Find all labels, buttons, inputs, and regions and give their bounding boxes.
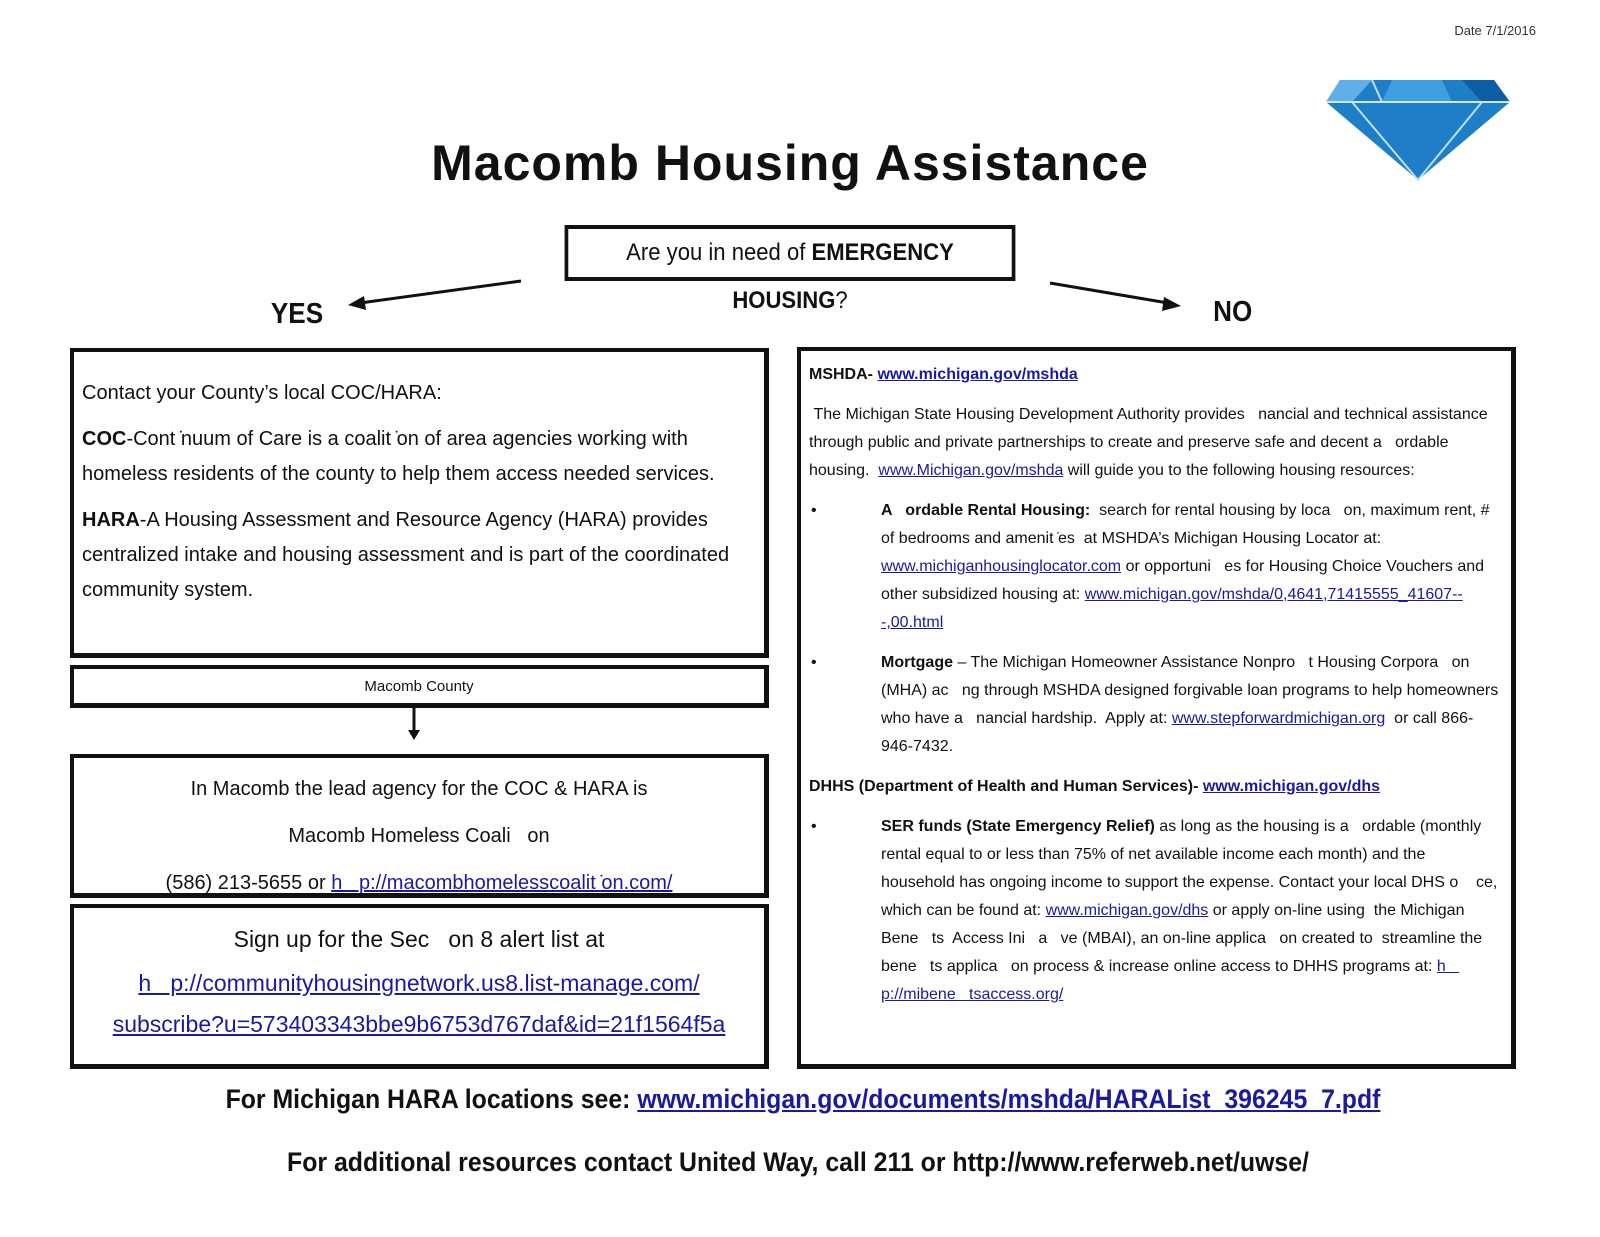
lead-agency-link[interactable]: h p://macombhomelesscoalit ̇on.com/ xyxy=(331,872,673,894)
ser-text: as long as the housing is a ordable (monthly rental equal to or less than 75% of net available income each month) and the household has ongoing income to support the expense. Contact your local DHS o ce, which can be found at: xyxy=(881,818,1502,919)
mshda-text-end: will guide you to the following housing resources: xyxy=(1063,462,1415,479)
question-mark: ? xyxy=(835,287,848,314)
rental-text-2: or opportuni es for Housing Choice Vouchers and other subsidized housing at: xyxy=(881,558,1489,603)
dhhs-link[interactable]: www.michigan.gov/dhs xyxy=(1202,778,1381,795)
hara-locations-footer xyxy=(64,1084,1542,1115)
page-title: Macomb Housing Assistance xyxy=(431,135,1149,191)
bullet: • xyxy=(811,502,817,519)
hara-term: HARA xyxy=(82,509,140,531)
non-emergency-resources-box xyxy=(797,347,1516,1069)
mshda-description xyxy=(809,401,1503,485)
question-emphasis: EMERGENCY HOUSING xyxy=(732,239,954,314)
rental-term: A ordable Rental Housing: xyxy=(881,502,1091,519)
bullet: • xyxy=(811,654,817,671)
no-label: NO xyxy=(1213,296,1253,328)
document-date: Date 7/1/2016 xyxy=(1454,23,1536,38)
section8-signup-box xyxy=(70,904,769,1069)
ser-term: SER funds (State Emergency Relief) xyxy=(881,818,1155,835)
dhs-office-link[interactable]: www.michigan.gov/dhs xyxy=(1045,902,1209,919)
county-box: Macomb County xyxy=(70,665,769,708)
coc-hara-info-box xyxy=(70,348,769,658)
ser-text-2: or apply on-line using the Michigan Bene ts Access Ini a ve (MBAI), an on-line applica on created to streamline the bene ts applica on process & increase online access to DHHS programs at: xyxy=(881,902,1487,975)
mibenefits-link[interactable]: h p://mibene tsaccess.org/ xyxy=(881,958,1460,1003)
additional-resources-footer: For additional resources contact United Way, call 211 or http://www.referweb.net/uwse/ xyxy=(287,1147,1309,1177)
list-item-mortgage xyxy=(809,649,1503,761)
housing-locator-link[interactable]: www.michiganhousinglocator.com xyxy=(881,558,1122,575)
mshda-link[interactable]: www.michigan.gov/mshda xyxy=(877,366,1078,383)
down-arrow-icon xyxy=(404,706,426,742)
mshda-heading xyxy=(809,361,1503,389)
list-item-ser xyxy=(809,813,1503,1009)
mshda-label: MSHDA- xyxy=(809,366,878,383)
hara-definition xyxy=(82,503,756,608)
subsidized-housing-link[interactable]: www.michigan.gov/mshda/0,4641,71415555_41607---,00.html xyxy=(881,586,1463,631)
lead-agency-line: In Macomb the lead agency for the COC & HARA is xyxy=(190,778,648,800)
coc-intro: Contact your County’s local COC/HARA: xyxy=(82,382,442,404)
signup-link-line1[interactable]: h p://communityhousingnetwork.us8.list-manage.com/ xyxy=(138,970,700,996)
hara-text: -A Housing Assessment and Resource Agency (HARA) provides centralized intake and housing assessment and is part of the coordinated community system. xyxy=(82,509,730,601)
coc-term: COC xyxy=(82,428,127,450)
mortgage-text: – The Michigan Homeowner Assistance Nonpro t Housing Corpora on (MHA) ac ng through MSHDA designed forgivable loan programs to help homeowners who have a nancial hardship. Apply at: xyxy=(881,654,1503,727)
list-item-rental xyxy=(809,497,1503,637)
dhhs-label: DHHS (Department of Health and Human Services)- xyxy=(809,778,1203,795)
mortgage-term: Mortgage xyxy=(881,654,953,671)
flow-arrows xyxy=(0,0,1600,340)
coc-text: -Cont ̇nuum of Care is a coalit ̇on of area agencies working with homeless residents of the county to help them access needed services. xyxy=(82,428,715,485)
coc-definition xyxy=(82,422,756,492)
bullet: • xyxy=(811,818,817,835)
lead-agency-contact xyxy=(74,860,764,907)
hara-list-link[interactable]: www.michigan.gov/documents/mshda/HARAList_396245_7.pdf xyxy=(637,1084,1381,1114)
yes-label: YES xyxy=(270,298,324,330)
signup-link-line2[interactable]: subscribe?u=573403343bbe9b6753d767daf&id=21f1564f5a xyxy=(112,1011,726,1037)
lead-agency-name: Macomb Homeless Coali on xyxy=(288,825,550,847)
mortgage-phone: or call 866-946-7432. xyxy=(881,710,1474,755)
question-text: Are you in need of xyxy=(626,239,812,266)
hara-locations-text: For Michigan HARA locations see: xyxy=(225,1084,638,1114)
dhhs-heading xyxy=(809,773,1503,801)
mshda-text: The Michigan State Housing Development Authority provides nancial and technical assistance through public and private partnerships to create and preserve safe and decent a ordable housing. xyxy=(809,406,1493,479)
stepforward-link[interactable]: www.stepforwardmichigan.org xyxy=(1171,710,1386,727)
rental-text: search for rental housing by loca on, maximum rent, # of bedrooms and amenit ̇es at MSHDA’s Michigan Housing Locator at: xyxy=(881,502,1494,547)
lead-agency-box xyxy=(70,754,769,898)
mshda-inline-link[interactable]: www.Michigan.gov/mshda xyxy=(878,462,1064,479)
signup-link[interactable] xyxy=(74,963,764,1045)
lead-agency-phone: (586) 213-5655 or xyxy=(165,872,332,894)
signup-text: Sign up for the Sec on 8 alert list at xyxy=(233,926,605,952)
